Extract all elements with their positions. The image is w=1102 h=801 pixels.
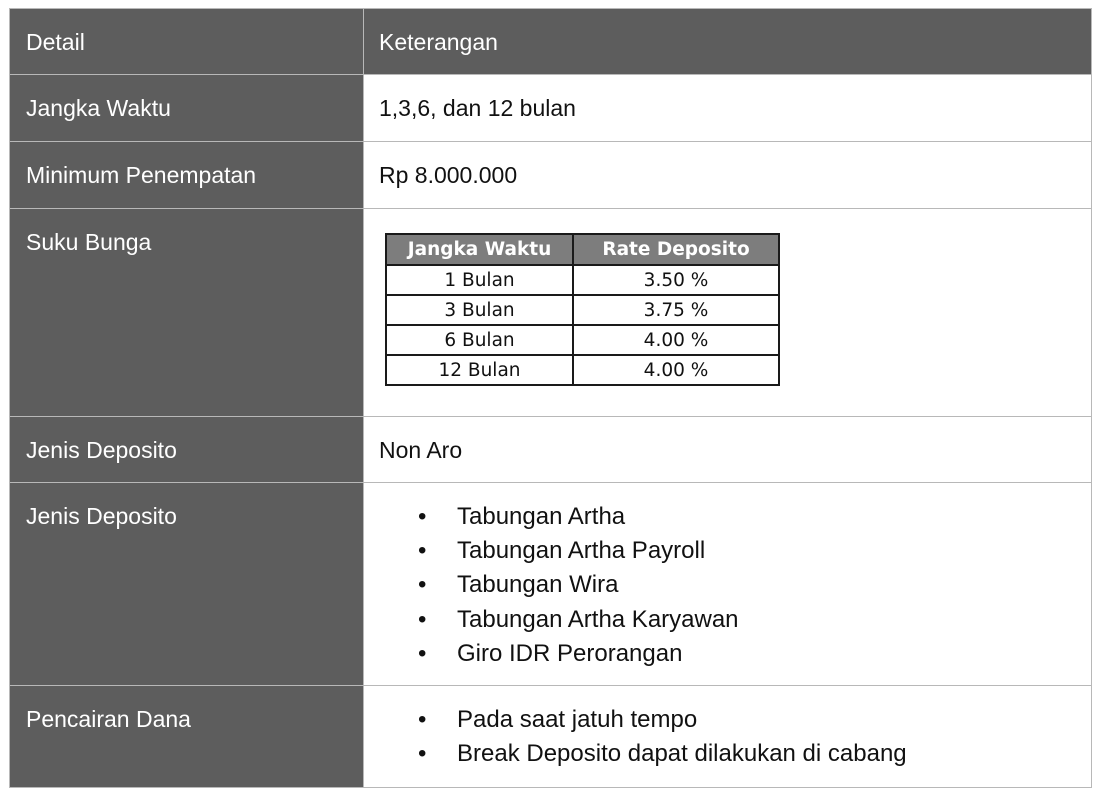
bullet-icon: • — [418, 537, 427, 565]
header-detail-cell — [10, 9, 364, 75]
rate-row — [386, 325, 779, 355]
row-label: Jenis Deposito — [26, 437, 177, 463]
bullet-icon: • — [418, 740, 427, 768]
rate-value: 4.00 % — [573, 355, 779, 385]
rate-col-rate: Rate Deposito — [573, 234, 779, 265]
row-label: Jangka Waktu — [26, 95, 171, 121]
rate-value: 3.50 % — [573, 265, 779, 295]
row-jenis-deposito-tabungan — [10, 483, 1092, 686]
row-jangka-waktu — [10, 75, 1092, 142]
tabungan-list — [364, 483, 1091, 671]
list-item: • Tabungan Artha Karyawan — [364, 603, 1091, 637]
rate-value: 3.75 % — [573, 295, 779, 325]
row-label: Suku Bunga — [26, 229, 152, 255]
list-item: • Giro IDR Perorangan — [364, 637, 1091, 671]
row-value: Non Aro — [379, 437, 463, 463]
rate-term: 6 Bulan — [386, 325, 573, 355]
rate-table-header — [386, 234, 779, 265]
header-detail: Detail — [26, 29, 85, 55]
list-item: • Tabungan Wira — [364, 568, 1091, 602]
row-jenis-deposito-aro — [10, 417, 1092, 483]
row-value: Rp 8.000.000 — [379, 162, 518, 188]
bullet-icon: • — [418, 503, 427, 530]
row-pencairan-dana — [10, 686, 1092, 788]
bullet-icon: • — [418, 706, 427, 733]
list-item: • Tabungan Artha Payroll — [364, 534, 1091, 568]
list-item: • Pada saat jatuh tempo — [364, 703, 1091, 737]
rate-row — [386, 295, 779, 325]
header-row — [10, 9, 1092, 75]
list-item: • Tabungan Artha — [364, 500, 1091, 534]
rate-col-jangka: Jangka Waktu — [386, 234, 573, 265]
row-label: Jenis Deposito — [26, 503, 177, 529]
rate-row — [386, 265, 779, 295]
rate-table — [385, 233, 780, 386]
row-minimum-penempatan — [10, 142, 1092, 209]
rate-term: 12 Bulan — [386, 355, 573, 385]
header-keterangan: Keterangan — [379, 29, 498, 55]
rate-value: 4.00 % — [573, 325, 779, 355]
header-keterangan-cell — [364, 9, 1092, 75]
bullet-icon: • — [418, 639, 427, 667]
row-label: Minimum Penempatan — [26, 162, 257, 188]
row-value: 1,3,6, dan 12 bulan — [379, 95, 576, 121]
list-item: • Break Deposito dapat dilakukan di cabang — [364, 737, 1091, 771]
rate-term: 1 Bulan — [386, 265, 573, 295]
bullet-icon: • — [418, 605, 427, 633]
bullet-icon: • — [418, 571, 427, 599]
rate-term: 3 Bulan — [386, 295, 573, 325]
row-suku-bunga — [10, 209, 1092, 417]
deposit-detail-table — [9, 8, 1092, 788]
rate-row — [386, 355, 779, 385]
row-label: Pencairan Dana — [26, 706, 191, 732]
pencairan-list — [364, 686, 1091, 771]
